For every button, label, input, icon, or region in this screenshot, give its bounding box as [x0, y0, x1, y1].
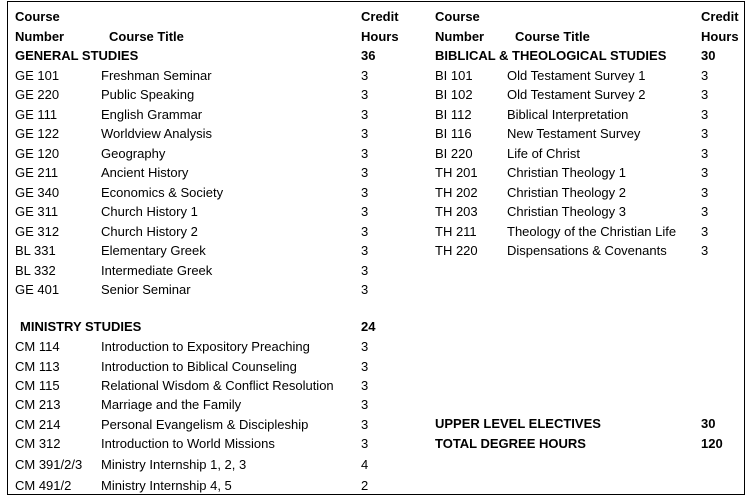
- section-biblical-studies-hours: 30: [701, 48, 716, 63]
- course-number: BI 101: [435, 68, 473, 83]
- course-hours: 3: [361, 87, 369, 103]
- course-title: English Grammar: [101, 106, 203, 122]
- course-hours: 3: [361, 184, 369, 200]
- section-ministry-studies-hours: 24: [361, 319, 376, 334]
- course-title: Old Testament Survey 1: [507, 68, 646, 83]
- course-title: Dispensations & Covenants: [507, 243, 667, 259]
- course-title: Theology of the Christian Life: [507, 223, 677, 239]
- course-hours: 3: [701, 106, 709, 122]
- course-hours: 3: [361, 126, 369, 142]
- course-title: Introduction to Expository Preaching: [101, 339, 310, 354]
- header-course-number-line2-right: Number: [435, 29, 485, 44]
- course-title: Worldview Analysis: [101, 126, 213, 142]
- course-title: Church History 2: [101, 223, 198, 239]
- course-number: CM 113: [15, 359, 60, 374]
- header-credit-hours-line2: Hours: [361, 29, 399, 44]
- course-title: New Testament Survey: [507, 126, 641, 142]
- course-title: Christian Theology 1: [507, 165, 626, 181]
- course-title: Freshman Seminar: [101, 68, 212, 83]
- course-title: Geography: [101, 145, 166, 161]
- course-hours: 3: [701, 68, 709, 83]
- course-hours: 3: [361, 281, 369, 297]
- degree-table: [7, 1, 745, 495]
- course-hours: 3: [361, 262, 369, 278]
- course-number: GE 401: [15, 281, 60, 297]
- upper-level-electives-hours: 30: [701, 416, 716, 431]
- course-number: GE 211: [15, 165, 59, 181]
- course-hours: 3: [361, 359, 369, 374]
- course-number: CM 391/2/3: [15, 457, 83, 472]
- total-degree-hours-value: 120: [701, 436, 723, 451]
- course-number: GE 340: [15, 184, 60, 200]
- course-hours: 4: [361, 457, 369, 472]
- section-general-studies: GENERAL STUDIES: [15, 48, 139, 63]
- course-title: Biblical Interpretation: [507, 106, 629, 122]
- course-hours: 3: [701, 87, 709, 103]
- course-number: BI 112: [435, 106, 472, 122]
- course-hours: 3: [361, 204, 369, 220]
- course-number: BL 332: [15, 262, 56, 278]
- course-title: Christian Theology 3: [507, 204, 626, 220]
- course-number: TH 211: [435, 223, 477, 239]
- header-course-number-line2: Number: [15, 29, 65, 44]
- course-title: Marriage and the Family: [101, 397, 242, 412]
- course-number: TH 201: [435, 165, 478, 181]
- course-title: Economics & Society: [101, 184, 224, 200]
- course-number: GE 120: [15, 145, 60, 161]
- course-hours: 3: [701, 243, 709, 259]
- course-number: BI 116: [435, 126, 472, 142]
- header-course-number-line1-right: Course: [435, 9, 480, 24]
- course-hours: 3: [361, 436, 369, 451]
- course-title: Ministry Internship 1, 2, 3: [101, 457, 247, 472]
- header-credit-hours-line1: Credit: [361, 9, 399, 24]
- section-ministry-studies: MINISTRY STUDIES: [20, 319, 142, 334]
- course-number: CM 312: [15, 436, 61, 451]
- upper-level-electives-label: UPPER LEVEL ELECTIVES: [435, 416, 601, 431]
- course-number: TH 220: [435, 243, 478, 259]
- course-title: Introduction to Biblical Counseling: [101, 359, 297, 374]
- course-title: Intermediate Greek: [101, 262, 213, 278]
- header-course-number-line1: Course: [15, 9, 60, 24]
- header-course-title-right: Course Title: [515, 29, 590, 44]
- course-hours: 3: [701, 184, 709, 200]
- course-number: CM 114: [15, 339, 60, 354]
- course-hours: 3: [701, 223, 709, 239]
- course-title: Ancient History: [101, 165, 189, 181]
- course-hours: 3: [361, 397, 369, 412]
- course-title: Ministry Internship 4, 5: [101, 478, 232, 493]
- course-title: Introduction to World Missions: [101, 436, 275, 451]
- course-number: TH 203: [435, 204, 478, 220]
- course-number: BL 331: [15, 243, 56, 259]
- course-number: BI 220: [435, 145, 473, 161]
- course-number: GE 111: [15, 106, 58, 122]
- course-hours: 3: [361, 223, 369, 239]
- course-hours: 3: [361, 68, 369, 83]
- course-title: Church History 1: [101, 204, 198, 220]
- course-hours: 3: [701, 204, 709, 220]
- course-number: GE 101: [15, 68, 60, 83]
- course-title: Relational Wisdom & Conflict Resolution: [101, 378, 334, 393]
- course-title: Old Testament Survey 2: [507, 87, 646, 103]
- header-course-title: Course Title: [109, 29, 184, 44]
- course-title: Senior Seminar: [101, 281, 191, 297]
- course-title: Public Speaking: [101, 87, 195, 103]
- course-number: GE 312: [15, 223, 60, 239]
- course-title: Christian Theology 2: [507, 184, 626, 200]
- total-degree-hours-label: TOTAL DEGREE HOURS: [435, 436, 586, 451]
- course-title: Life of Christ: [507, 145, 580, 161]
- course-number: CM 213: [15, 397, 61, 412]
- section-general-studies-hours: 36: [361, 48, 376, 63]
- section-biblical-studies: BIBLICAL & THEOLOGICAL STUDIES: [435, 48, 667, 63]
- course-hours: 2: [361, 478, 369, 493]
- course-hours: 3: [361, 165, 369, 181]
- course-title: Personal Evangelism & Discipleship: [101, 417, 309, 432]
- course-number: CM 214: [15, 417, 61, 432]
- course-hours: 3: [361, 145, 369, 161]
- course-hours: 3: [701, 165, 709, 181]
- course-number: GE 220: [15, 87, 60, 103]
- course-hours: 3: [361, 106, 369, 122]
- course-hours: 3: [701, 145, 709, 161]
- course-hours: 3: [361, 339, 369, 354]
- course-hours: 3: [361, 378, 369, 393]
- course-hours: 3: [701, 126, 709, 142]
- course-hours: 3: [361, 417, 369, 432]
- course-number: BI 102: [435, 87, 473, 103]
- header-credit-hours-line2-right: Hours: [701, 29, 739, 44]
- course-title: Elementary Greek: [101, 243, 206, 259]
- course-hours: 3: [361, 243, 369, 259]
- course-number: TH 202: [435, 184, 478, 200]
- course-number: GE 122: [15, 126, 60, 142]
- header-credit-hours-line1-right: Credit: [701, 9, 739, 24]
- course-number: CM 115: [15, 378, 60, 393]
- course-number: CM 491/2: [15, 478, 72, 493]
- course-number: GE 311: [15, 204, 59, 220]
